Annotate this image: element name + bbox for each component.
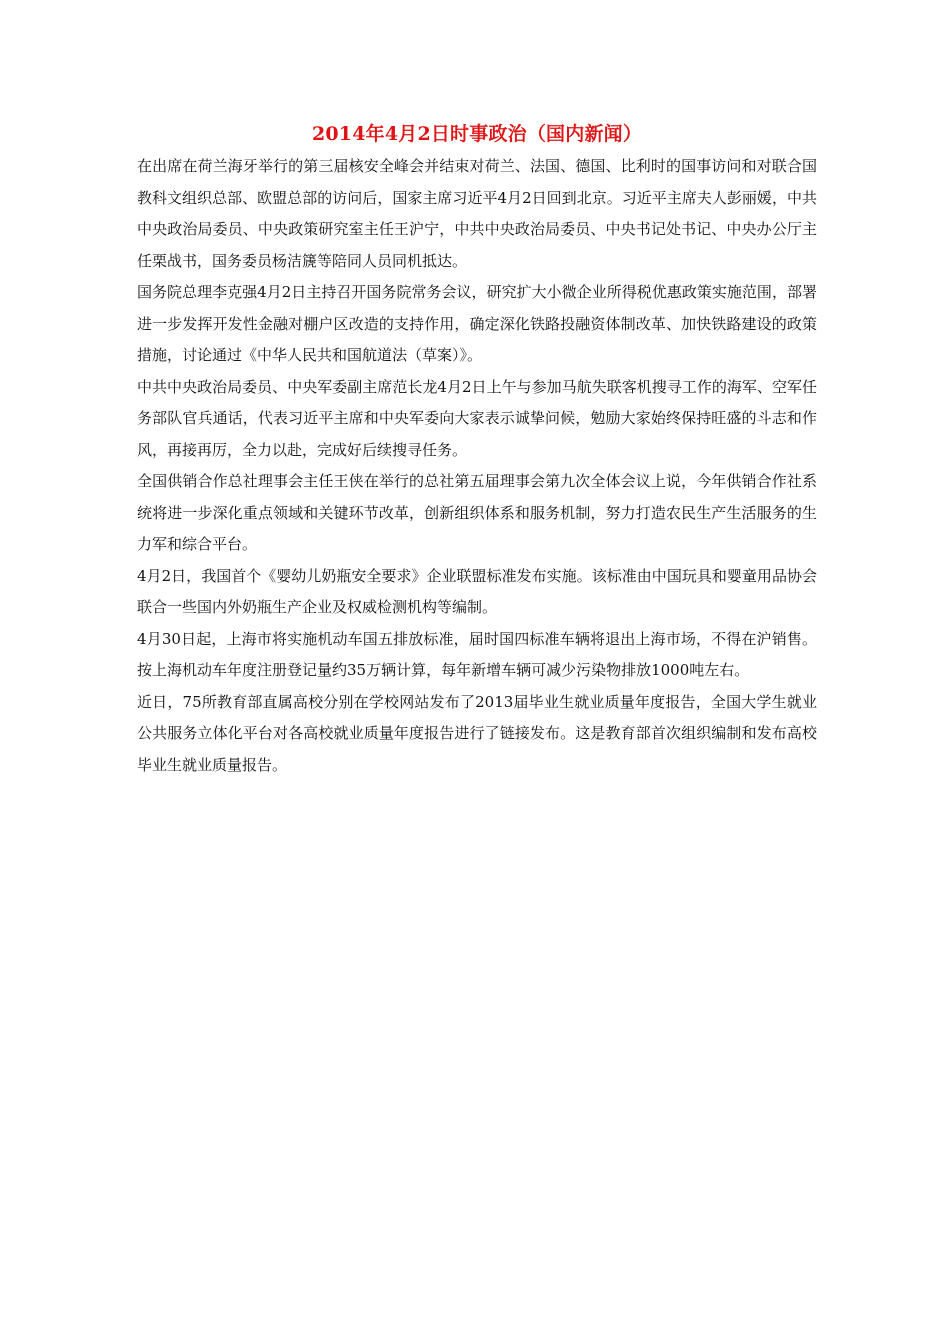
news-paragraph-1: 在出席在荷兰海牙举行的第三届核安全峰会并结束对荷兰、法国、德国、比利时的国事访问和对联合国教科文组织总部、欧盟总部的访问后，国家主席习近平4月2日回到北京。习近平主席夫人彭丽媛，中共中央政治局委员、中央政策研究室主任王沪宁，中共中央政治局委员、中央书记处书记、中央办公厅主任栗战书，国务委员杨洁篪等陪同人员同机抵达。 (137, 157, 817, 270)
news-paragraph-2: 国务院总理李克强4月2日主持召开国务院常务会议，研究扩大小微企业所得税优惠政策实施范围，部署进一步发挥开发性金融对棚户区改造的支持作用，确定深化铁路投融资体制改革、加快铁路建设的政策措施，讨论通过《中华人民共和国航道法（草案）》。 (137, 283, 817, 364)
document-title: 2014年4月2日时事政治（国内新闻） (311, 123, 643, 145)
news-paragraph-5: 4月2日，我国首个《婴幼儿奶瓶安全要求》企业联盟标准发布实施。该标准由中国玩具和婴童用品协会联合一些国内外奶瓶生产企业及权威检测机构等编制。 (137, 566, 817, 616)
document-page (137, 121, 817, 781)
news-paragraph-3: 中共中央政治局委员、中央军委副主席范长龙4月2日上午与参加马航失联客机搜寻工作的海军、空军任务部队官兵通话，代表习近平主席和中央军委向大家表示诚挚问候，勉励大家始终保持旺盛的斗志和作风，再接再厉，全力以赴，完成好后续搜寻任务。 (137, 377, 817, 459)
news-paragraph-4: 全国供销合作总社理事会主任王侠在举行的总社第五届理事会第九次全体会议上说，今年供销合作社系统将进一步深化重点领域和关键环节改革，创新组织体系和服务机制，努力打造农民生产生活服务的生力军和综合平台。 (137, 472, 817, 553)
news-paragraph-7: 近日，75所教育部直属高校分别在学校网站发布了2013届毕业生就业质量年度报告，全国大学生就业公共服务立体化平台对各高校就业质量年度报告进行了链接发布。这是教育部首次组织编制和发布高校毕业生就业质量报告。 (137, 692, 817, 774)
news-paragraph-6: 4月30日起，上海市将实施机动车国五排放标准，届时国四标准车辆将退出上海市场，不得在沪销售。按上海机动车年度注册登记量约35万辆计算，每年新增车辆可减少污染物排放1000吨左右。 (137, 629, 817, 679)
